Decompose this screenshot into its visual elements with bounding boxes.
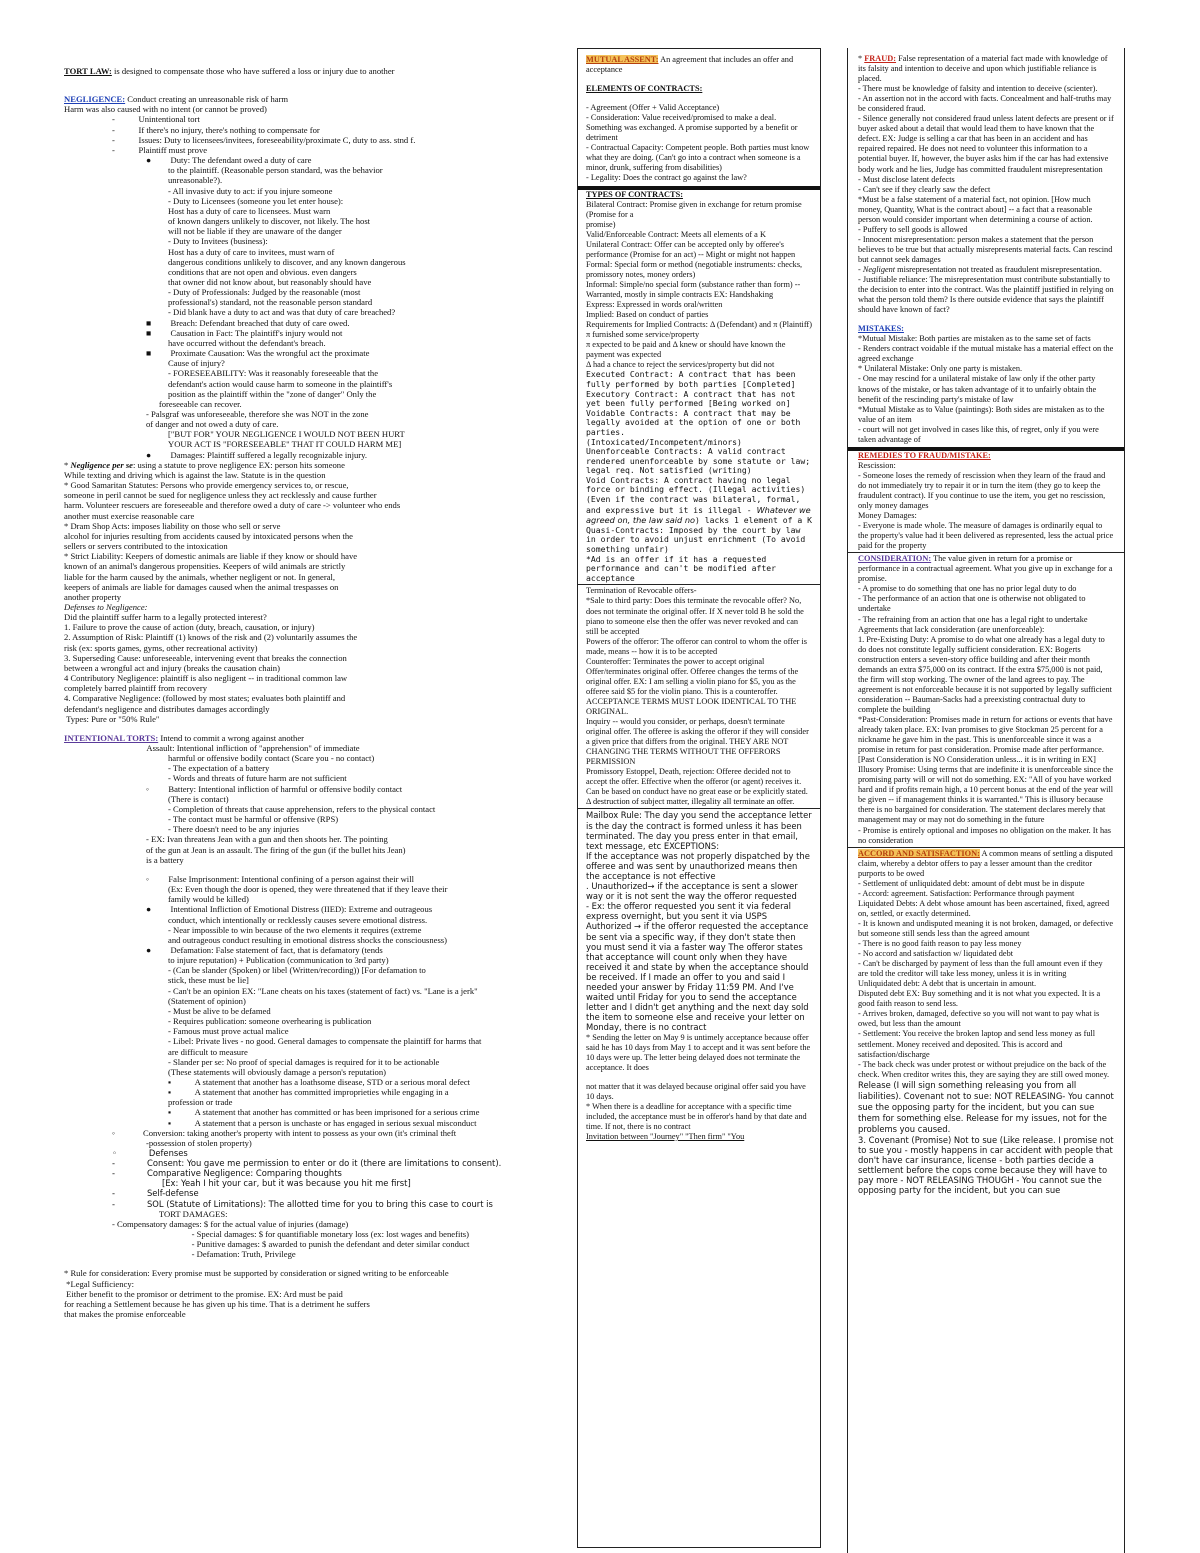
note-line: Counteroffer: Terminates the power to accept original Offer/terminates original offer. Offeree changes the terms of the original offer. EX: I am selling a violin piano for $5, you as the offeree said $5 for the violin piano. This is a counteroffer. ACCEPTANCE TERMS MUST LOOK IDENTICAL TO THE ORIGINAL. — [586, 656, 799, 716]
note-line: - Can't be an opinion EX: "Lane cheats on his taxes (statement of fact) vs. "Lane is a jerk" — [168, 985, 478, 996]
note-line: * When there is a deadline for acceptance with a specific time included, the acceptance must be in offeror's hand by that date and time. If not, there is no contract — [586, 1101, 807, 1131]
note-line: ● Duty: The defendant owed a duty of care — [146, 155, 312, 166]
note-line: - (Can be slander (Spoken) or libel (Written/recording)) [For defamation to — [168, 965, 426, 976]
note-line: Types: Pure or "50% Rule" — [64, 713, 160, 724]
note-line: harm. Volunteer rescuers are foreseeable and therefore owed a duty of care -> volunteer who ends — [64, 500, 401, 511]
spacer — [64, 724, 574, 733]
note-line: * Good Samaritan Statutes: Persons who provide emergency services to, or rescue, — [64, 480, 349, 491]
note-line: - Famous must prove actual malice — [168, 1026, 289, 1037]
note-line: - Duty to Licensees (someone you let enter house): — [168, 195, 344, 206]
note-line: - Completion of threats that cause apprehension, refers to the physical contact — [168, 803, 436, 814]
note-line: - Duty of Professionals: Judged by the reasonable (most — [168, 287, 361, 298]
note-line: * Unilateral Mistake: Only one party is mistaken. — [858, 364, 1023, 374]
divider — [848, 847, 1124, 848]
note-line: Termination of Revocable offers- — [586, 586, 697, 596]
note-line: - Silence generally not considered fraud unless latent defects are present or if buyer asked about a detail that would lead them to have known that the defect. EX: Judge is selling a car that has been in an accident and has repaired repaired. He does not need to volunteer this information to a potential buyer. If, however, the buyer asks him if the car has had extensive body work and he lies, Judge has committed fraudulent misrepresentation — [858, 114, 1114, 174]
note-line: someone in peril cannot be sued for negligence unless they act recklessly and cause further — [64, 490, 377, 501]
note-line: * Rule for consideration: Every promise must be supported by consideration or signed writing to be enforceable — [64, 1268, 449, 1279]
note-line: Executory Contract: A contract that has not yet been fully performed [Being worked on] — [586, 388, 796, 409]
note-line: harmful or offensive bodily contact (Scare you - no contact) — [168, 753, 375, 764]
note-line: promise) — [586, 219, 616, 229]
note-line: [Ex: Yeah I hit your car, but it was because you hit me first] — [146, 1178, 411, 1189]
note-line: - No accord and satisfaction w/ liquidated debt — [858, 949, 1014, 959]
note-line: and outrageous conduct resulting in emotional distress shocks the consciousness) — [168, 934, 448, 945]
note-line: ACCORD AND SATISFACTION: A common means of settling a disputed claim, whereby a debtor offers to pay a lesser amount than the creditor purports to be owed — [858, 848, 1113, 878]
note-line: ● Damages: Plaintiff suffered a legally recognizable injury. — [146, 449, 367, 460]
spacer — [858, 315, 1114, 324]
spacer — [64, 85, 574, 94]
note-line: of known dangers unlikely to discover, not likely. The host — [168, 216, 371, 227]
note-line: Invitation between "Journey" "Then firm" "You — [586, 1131, 745, 1141]
note-line: 2. Assumption of Risk: Plaintiff (1) knows of the risk and (2) voluntarily assumes the — [64, 632, 358, 643]
note-line: (Even if the contract was bilateral, formal, and expressive but it is illegal - Whatever we agreed on, the law said no) lacks 1 element of a K — [586, 494, 812, 526]
note-line: - Settlement of unliquidated debt: amount of debt must be in dispute — [858, 878, 1085, 888]
note-line: - court will not get involved in cases like this, of regret, only if you were taken advantage of — [858, 424, 1099, 444]
spacer — [64, 865, 574, 874]
spacer — [64, 1259, 574, 1268]
note-line: - Unintentional tort — [112, 114, 200, 125]
note-line: - Words and threats of future harm are not sufficient — [168, 773, 347, 784]
note-line: Host has a duty of care to invitees, must warn of — [168, 246, 335, 257]
note-line: π expected to be paid and Δ knew or should have known the payment was expected — [586, 340, 786, 360]
note-line: Implied: Based on conduct of parties — [586, 310, 709, 320]
note-line: * Strict Liability: Keepers of domestic animals are liable if they know or should have — [64, 551, 358, 562]
note-line: YOUR ACT IS "FORESEEABLE" THAT IT COULD HARM ME] — [168, 439, 402, 450]
note-line: - There must be knowledge of falsity and intention to deceive (scienter). — [858, 84, 1098, 94]
note-line: that owner did not know about, but reasonably should have — [168, 276, 372, 287]
note-line: * Sending the letter on May 9 is untimely acceptance because offer said he has 10 days from May 1 to accept and it was sent before the 10 days were up. The letter being delayed does not terminate the acceptance. It does — [586, 1032, 811, 1072]
note-line: If the acceptance was not properly dispatched by the offeree and was sent by unauthorized means then the acceptance is not effective — [586, 850, 810, 882]
note-line: - One may rescind for a unilateral mistake of law only if the other party knows of the mistake, or has taken advantage of it to unfairly obtain the benefit of the rescinding party's mistake of law — [858, 374, 1097, 404]
note-line: - Must disclose latent defects — [858, 174, 955, 184]
note-line: MISTAKES: — [858, 324, 904, 334]
note-line: ◦ Conversion: taking another's property with intent to possess as your own (it's criminal theft — [112, 1127, 457, 1138]
note-line: - It is known and undisputed meaning it is not broken, damaged, or defective but someone still sends less than the agreed amount — [858, 918, 1114, 938]
note-line: - Libel: Private lives - no good. General damages to compensate the plaintiff for harms that — [168, 1036, 482, 1047]
note-line: - Promise is entirely optional and imposes no obligation on the maker. It has no consideration — [858, 825, 1112, 845]
note-line: ▪ A statement that another has committed improprieties while engaging in a — [168, 1087, 449, 1098]
note-line: - Near impossible to win because of the two elements it requires (extreme — [168, 924, 422, 935]
spacer — [586, 94, 812, 103]
note-line: Assault: Intentional infliction of "apprehension" of immediate — [112, 743, 360, 753]
note-line: - The contact must be harmful or offensive (RPS) — [168, 814, 339, 825]
note-line: 3. Superseding Cause: unforeseeable, intervening event that breaks the connection — [64, 652, 347, 663]
divider — [578, 808, 820, 809]
note-line: 1. Pre-Existing Duty: A promise to do what one already has a legal duty to do does not constitute legally sufficient consideration. EX: Bogerts construction enters a seven-story office building and after their month demands an extra $75,000 on its contract. If the extra $75,000 is not paid, the firm will stop working. The owner of the land agrees to pay. The agreement is not enforceable because it is not supported by legally sufficient consideration -- Bauman-Sacks had a preexisting contractual duty to complete the building — [858, 634, 1112, 714]
note-line: alcohol for injuries resulting from accidents caused by intoxicated persons when the — [64, 530, 353, 541]
column-left-torts — [64, 66, 574, 1546]
note-line: Powers of the offeror: The offeror can control to whom the offer is made, means -- how it is to be accepted — [586, 636, 808, 656]
note-line: Formal: Special form or method (negotiable instruments: checks, promissory notes, money orders) — [586, 259, 803, 279]
note-line: -possession of stolen property) — [146, 1137, 252, 1148]
note-line: keepers of animals are liable for damages caused when the animal trespasses on — [64, 581, 339, 592]
note-line: Inquiry -- would you consider, or perhaps, doesn't terminate original offer. The offeree is asking the offeror if they will consider a given price that differs from the original. THEY ARE NOT CHANGING THE TERMS WITHOUT THE OFFERORS PERMISSION — [586, 717, 809, 767]
note-line: ■ Causation in Fact: The plaintiff's injury would not — [146, 327, 343, 338]
note-line: risk (ex: sports games, gyms, other recreational activity) — [64, 642, 258, 653]
note-line: 1. Failure to prove the cause of action (duty, breach, causation, or injury) — [64, 622, 315, 633]
note-line: While texting and driving which is against the law. Statute is in the question — [64, 469, 326, 480]
note-line: Liquidated Debts: A debt whose amount has been ascertained, fixed, agreed on, settled, or exactly determined. — [858, 898, 1110, 918]
note-line: Unliquidated debt: A debt that is uncertain in amount. — [858, 979, 1037, 989]
note-line: Voidable Contracts: A contract that may be legally avoided at the option of one or both parties. — [586, 407, 801, 437]
note-line: - Slander per se: No proof of special damages is required for it to be actionable — [168, 1056, 440, 1067]
note-line: - Can't be discharged by payment of less than the full amount even if they are told the creditor will take less money, unless it is in writing — [858, 959, 1103, 979]
note-line: Express: Expressed in words oral/written — [586, 300, 723, 310]
note-line: - Issues: Duty to licensees/invitees, foreseeability/proximate C, duty to ass. stnd f. — [112, 134, 416, 145]
note-line: ▪ A statement that another has a loathsome disease, STD or a serious moral defect — [168, 1077, 471, 1087]
note-line: (Statement of opinion) — [168, 995, 246, 1006]
note-line: - The expectation of a battery — [168, 763, 270, 774]
spacer — [64, 76, 574, 85]
note-line: *Sale to third party: Does this terminate the revocable offer? No, does not terminate the original offer. If X never told B he sold the piano to someone else then the offer was never revoked and can still be accepted — [586, 596, 804, 636]
note-line: - An assertion not in the accord with facts. Concealment and half-truths may be considered fraud. — [858, 94, 1112, 114]
note-line: are difficult to measure — [168, 1046, 248, 1057]
note-line: 3. Covenant (Promise) Not to sue (Like release. I promise not to sue you - mostly happens in car accident with people that don't have car insurance, license - both parties decide a settlement before the cops come because they will have to pay more - NOT RELEASING THOUGH - You cannot sue the opposing party for the incident, but you can sue — [858, 1134, 1114, 1196]
note-line: Valid/Enforceable Contract: Meets all elements of a K — [586, 229, 766, 239]
note-line: CONSIDERATION: The value given in return for a promise or performance in a contractual agreement. What you give up in exchange for a promise. — [858, 554, 1113, 584]
note-line: ● Defamation: False statement of fact, that is defamatory (tends — [146, 944, 383, 955]
note-line: another property — [64, 591, 122, 602]
note-line: Unenforceable Contracts: A valid contract rendered unenforceable by some statute or law; legal req. Not satisfied (writing) — [586, 446, 811, 476]
note-line: π furnished some service/property — [586, 330, 700, 340]
note-line: *Ad is an offer if it has a requested performance and can't be modified after acceptance — [586, 553, 777, 583]
note-line: - Consideration: Value received/promised to make a deal. Something was exchanged. A promise supported by a benefit or detriment — [586, 113, 798, 143]
note-line: - The back check was under protest or without prejudice on the back of the check. When creditor writes this, they are saying they are still owed money. Release (I will sign something releasing you from all liabilities). Covenant not to sue: NOT RELEASING- You cannot sue the opposing party for the incident, but you can sue them for something else. Release for my issues, not for the problems you caused. — [858, 1059, 1114, 1134]
note-line: - Everyone is made whole. The measure of damages is ordinarily equal to the property's value had it been delivered as represented, less the actual price paid for the property — [858, 521, 1114, 551]
note-line: Cause of injury? — [168, 358, 225, 369]
note-line: *Must be a false statement of a material fact, not opinion. [How much money, Quantity, What is the contract about] -- a fact that a reasonable person would consider important when determining a course of action. — [858, 194, 1093, 224]
note-line: - Accord: agreement. Satisfaction: Performance through payment — [858, 888, 1075, 898]
note-line: - Punitive damages: $ awarded to punish the defendant and deter similar conduct — [168, 1239, 470, 1250]
note-line: ◦ Defenses — [112, 1148, 188, 1159]
note-line: of the gun at Jean is an assault. The firing of the gun (if the bullet hits Jean) — [146, 844, 406, 855]
note-line: Quasi-Contracts: Imposed by the court by law in order to avoid unjust enrichment (To avoid something unfair) — [586, 524, 806, 555]
note-line: - Settlement: You receive the broken laptop and send less money as full settlement. Money received and deposited. This is accord and satisfaction/discharge — [858, 1029, 1096, 1059]
note-line: of danger and not owed a duty of care. — [146, 419, 279, 430]
note-line: Either benefit to the promisor or detriment to the promise. EX: Ard must be paid — [64, 1288, 343, 1299]
spacer — [586, 1073, 812, 1082]
note-line: Requirements for Implied Contracts: Δ (Defendant) and π (Plaintiff) — [586, 320, 812, 330]
note-line: - Comparative Negligence: Comparing thoughts — [112, 1168, 342, 1179]
note-line: REMEDIES TO FRAUD/MISTAKE: — [858, 450, 991, 460]
note-line: profession or trade — [168, 1097, 233, 1108]
note-line: Authorized → if the offeror requested the acceptance be sent via a specific way, if they don't state then you must send it via a faster way The offeror states that acceptance will count only when they have received it and state by when the acceptance should be received. If I made an offer to you and said I needed your answer by Friday 11:59 PM. And I've waited until Friday for you to send the acceptance letter and I didn't get anything and the next day sold the item to someone else and receive your letter on Monday, there is no contract — [586, 921, 809, 1033]
note-line: - Did blank have a duty to act and was that duty of care breached? — [168, 307, 396, 318]
note-line: unreasonable?). — [168, 175, 223, 186]
tort-law-heading: TORT LAW: is designed to compensate those who have suffered a loss or injury due to another — [64, 66, 395, 76]
note-line: - The refraining from an action that one has a legal right to undertake — [858, 614, 1088, 624]
note-line: 4 Contributory Negligence: plaintiff is also negligent -- in traditional common law — [64, 673, 348, 684]
note-line: (Intoxicated/Incompetent/minors) — [586, 436, 742, 447]
note-line: Unilateral Contract: Offer can be accepted only by offeree's performance (Promise for an act) -- Might or might not happen — [586, 239, 796, 259]
note-line: conduct, which intentionally or recklessly causes severe emotional distress. — [168, 914, 428, 925]
note-line: ■ Proximate Causation: Was the wrongful act the proximate — [146, 348, 370, 359]
note-line: - Requires publication: someone overhearing is publication — [168, 1016, 372, 1027]
note-line: ▪ A statement that another has committed or has been imprisoned for a serious crime — [168, 1107, 480, 1118]
note-line: Δ had a chance to reject the services/property but did not — [586, 360, 775, 370]
note-line: defendant's action would cause harm to someone in the plaintiff's — [168, 378, 393, 389]
note-line: to the plaintiff. (Reasonable person standard, was the behavior — [168, 165, 383, 176]
divider — [848, 552, 1124, 553]
note-line: Defenses to Negligence: — [64, 601, 148, 612]
note-line: - Self-defense — [112, 1188, 199, 1199]
note-line: another must exercise reasonable care — [64, 510, 195, 521]
note-line: Agreements that lack consideration (are unenforceable): — [858, 624, 1045, 634]
note-line: *Past-Consideration: Promises made in return for actions or events that have already taken place. EX: Ivan promises to give Stockman 25 percent for a nickname he gave him in the past. This is unenforceable since it was a promise in return for past consideration. Promise made after performance. — [858, 715, 1113, 755]
note-line: - Duty to Invitees (business): — [168, 236, 268, 247]
note-line: - Must be alive to be defamed — [168, 1005, 271, 1016]
note-line: * Negligence per se: using a statute to prove negligence EX: person hits someone — [64, 459, 345, 470]
note-line: ELEMENTS OF CONTRACTS: — [586, 84, 703, 94]
note-line: [Past Consideration is NO Consideration unless... it is in writing in EX] — [858, 755, 1096, 765]
note-line: position as the plaintiff within the "zone of danger" Only the — [168, 388, 377, 399]
note-line: professional's) standard, not the reasonable person standard — [168, 297, 373, 308]
note-line: between a wrongful act and injury (breaks the causation chain) — [64, 662, 280, 673]
note-line: for reaching a Settlement because he has given up his time. That is a detriment he suffers — [64, 1298, 370, 1309]
note-line: TORT DAMAGES: — [146, 1208, 228, 1219]
note-line: ◦ Battery: Intentional infliction of harmful or offensive bodily contact — [146, 783, 403, 794]
note-line: Rescission: — [858, 460, 896, 470]
note-line: - Renders contract voidable if the mutual mistake has a material effect on the agreed exchange — [858, 344, 1114, 364]
note-line: - Special damages: $ for quantifiable monetary loss (ex: lost wages and benefits) — [168, 1228, 469, 1239]
note-line: Promissory Estoppel, Death, rejection: Offeree decided not to accept the offer. Effective when the offeror (or agent) receives it. Can be based on conduct have no great ease or be explicitly stated. Δ destruction of subject matter, illegality all terminate an offer. — [586, 767, 808, 807]
column-middle-contracts — [577, 48, 821, 1548]
note-line: ■ Breach: Defendant breached that duty of care owed. — [146, 317, 350, 328]
note-line: - A promise to do something that one has no prior legal duty to do — [858, 584, 1077, 594]
note-line: - EX: Ivan threatens Jean with a gun and then shoots her. The pointing — [146, 834, 388, 845]
note-line: - Consent: You gave me permission to enter or do it (there are limitations to consent). — [112, 1158, 502, 1169]
note-line: known of an animal's dangerous propensities. Keepers of wild animals are strictly — [64, 561, 346, 572]
note-line: dangerous conditions unlikely to discover, and any known dangerous — [168, 256, 406, 267]
note-line: . Unauthorized→ if the acceptance is sent a slower way or it is not sent the way the offeror requested — [586, 881, 798, 902]
note-line: have occurred without the defendant's breach. — [168, 337, 326, 348]
note-line: Money Damages: — [858, 511, 917, 521]
note-line: - Palsgraf was unforeseeable, therefore she was NOT in the zone — [146, 409, 369, 419]
note-line: - Can't see if they clearly saw the defect — [858, 184, 991, 194]
note-line: Void Contracts: A contract having no legal force or binding effect. (Illegal activities) — [586, 474, 806, 495]
note-line: - Contractual Capacity: Competent people. Both parties must know what they are doing. (Can't go into a contract when someone is a minor, drunk, suffering from disabilities) — [586, 143, 810, 173]
note-line: - There doesn't need to be any injuries — [168, 824, 299, 835]
note-line: that makes the promise enforceable — [64, 1309, 186, 1320]
note-line: conditions that are not open and obvious. even dangers — [168, 266, 357, 277]
note-line: ◦ False Imprisonment: Intentional confining of a person against their will — [146, 873, 414, 884]
note-line: ● Intentional Infliction of Emotional Distress (IIED): Extreme and outrageous — [146, 904, 433, 915]
note-line: ["BUT FOR" YOUR NEGLIGENCE I WOULD NOT BEEN HURT — [168, 429, 405, 440]
note-line: - Agreement (Offer + Valid Acceptance) — [586, 103, 720, 113]
note-line: - Justifiable reliance: The misrepresentation must contribute substantially to the decision to enter into the contract. Was the plaintiff justified in relying on what the person told them? Is there outside evidence that says the plaintiff should have known of fact? — [858, 275, 1114, 315]
note-line: (There is contact) — [168, 793, 229, 804]
note-line: - If there's no injury, there's nothing to compensate for — [112, 124, 320, 135]
note-line: completely barred plaintiff from recovery — [64, 683, 208, 694]
note-line: MUTUAL ASSENT: An agreement that includes an offer and acceptance — [586, 55, 794, 75]
note-line: Informal: Simple/no special form (substance rather than form) -- Warranted, mostly in simple contracts EX: Handshaking — [586, 279, 801, 299]
note-line: Did the plaintiff suffer harm to a legally protected interest? — [64, 612, 267, 623]
note-line: - Arrives broken, damaged, defective so you will not want to pay what is owed, but less than the amount — [858, 1009, 1100, 1029]
note-line: Harm was also caused with no intent (or cannot be proved) — [64, 104, 267, 115]
note-line: sellers or servers contributed to the intoxication — [64, 541, 228, 552]
note-line: NEGLIGENCE: Conduct creating an unreasonable risk of harm — [64, 94, 289, 105]
note-line: Mailbox Rule: The day you send the acceptance letter is the day the contract is formed unless it has been terminated. The day you press enter in that email, text message, etc EXCEPTIONS: — [586, 810, 812, 851]
note-line: foreseeable can recover. — [146, 398, 242, 409]
note-line: * Dram Shop Acts: imposes liability on those who sell or serve — [64, 520, 281, 531]
note-line: Host has a duty of care to licensees. Must warn — [168, 205, 331, 216]
note-line: - FORESEEABILITY: Was it reasonably foreseeable that the — [168, 368, 379, 379]
note-line: *Legal Sufficiency: — [64, 1278, 135, 1289]
note-line: - Negligent misrepresentation not treated as fraudulent misrepresentation. — [858, 264, 1102, 274]
note-line: - All invasive duty to act: if you injure someone — [168, 185, 333, 196]
note-line: INTENTIONAL TORTS: Intend to commit a wrong against another — [64, 732, 305, 743]
note-line: Bilateral Contract: Promise given in exchange for return promise (Promise for a — [586, 199, 802, 219]
note-line: (These statements will obviously damage a person's reputation) — [168, 1066, 387, 1077]
note-line: - Ex: the offeror requested you sent it via federal express overnight, but you sent it via USPS — [586, 901, 791, 922]
note-line: TYPES OF CONTRACTS: — [586, 189, 683, 199]
note-line: to injure reputation) + Publication (communication to 3rd party) — [168, 955, 389, 966]
note-line: defendant's negligence and distributes damages accordingly — [64, 703, 270, 714]
note-line: (Ex: Even though the door is opened, they were threatened that if they leave their — [168, 884, 448, 895]
note-line: - Someone loses the remedy of rescission when they learn of the fraud and do not immediately try to repair it or in turn the item (they go to keep the fraudulent contract). If you continue to use the item, you get no rescission, only money damages — [858, 470, 1106, 511]
divider — [578, 584, 820, 585]
note-line: - Legality: Does the contract go against the law? — [586, 173, 747, 183]
note-line: - Plaintiff must prove — [112, 144, 208, 155]
note-line: Illusory Promise: Using terms that are indefinite it is unenforceable since the promising party will or will not do something. EX: "All of you have worked hard and if profits remain high, a 10 percent bonus at the end of the year will be given -- if management thinks it is warranted." This is illusory because there is no bargained for consideration. The statement declares merely that management may or may not do something in the future — [858, 765, 1114, 825]
note-line: family would be killed) — [168, 894, 249, 905]
note-line: stick, these must be lie] — [168, 975, 249, 986]
note-line: - Compensatory damages: $ for the actual value of injuries (damage) — [112, 1218, 349, 1229]
note-line: Disputed debt EX: Buy something and it is not what you expected. It is a good faith reason to send less. — [858, 989, 1101, 1009]
note-line: - SOL (Statute of Limitations): The allotted time for you to bring this case to court is — [112, 1198, 493, 1209]
note-line: * FRAUD: False representation of a material fact made with knowledge of its falsity and intention to deceive and upon which justifiable reliance is placed. — [858, 54, 1108, 84]
note-line: - Puffery to sell goods is allowed — [858, 224, 968, 234]
note-line: Executed Contract: A contract that has been fully performed by both parties [Completed] — [586, 369, 796, 389]
note-line: 4. Comparative Negligence: (followed by most states; evaluates both plaintiff and — [64, 693, 346, 704]
note-line: - Innocent misrepresentation: person makes a statement that the person believes to be true but that actually misrepresents material facts. Can rescind but cannot seek damages — [858, 234, 1113, 264]
note-line: will not be liable if they are unaware of the danger — [168, 226, 342, 237]
note-line: *Mutual Mistake: Both parties are mistaken as to the same set of facts — [858, 334, 1091, 344]
note-line: - There is no good faith reason to pay less money — [858, 939, 1022, 949]
note-line: ▪ A statement that a person is unchaste or has engaged in serious sexual misconduct — [168, 1117, 477, 1128]
note-line: is a battery — [146, 854, 184, 865]
spacer — [586, 75, 812, 84]
note-line: liable for the harm caused by the animals, whether negligent or not. In general, — [64, 571, 336, 582]
note-line: - Defamation: Truth, Privilege — [168, 1249, 296, 1260]
note-line: - The performance of an action that one is otherwise not obligated to undertake — [858, 594, 1086, 614]
note-line: *Mutual Mistake as to Value (paintings): Both sides are mistaken as to the value of an item — [858, 404, 1105, 424]
note-line: not matter that it was delayed because original offer said you have 10 days. — [586, 1081, 806, 1101]
column-right-fraud-consideration — [847, 48, 1125, 1553]
